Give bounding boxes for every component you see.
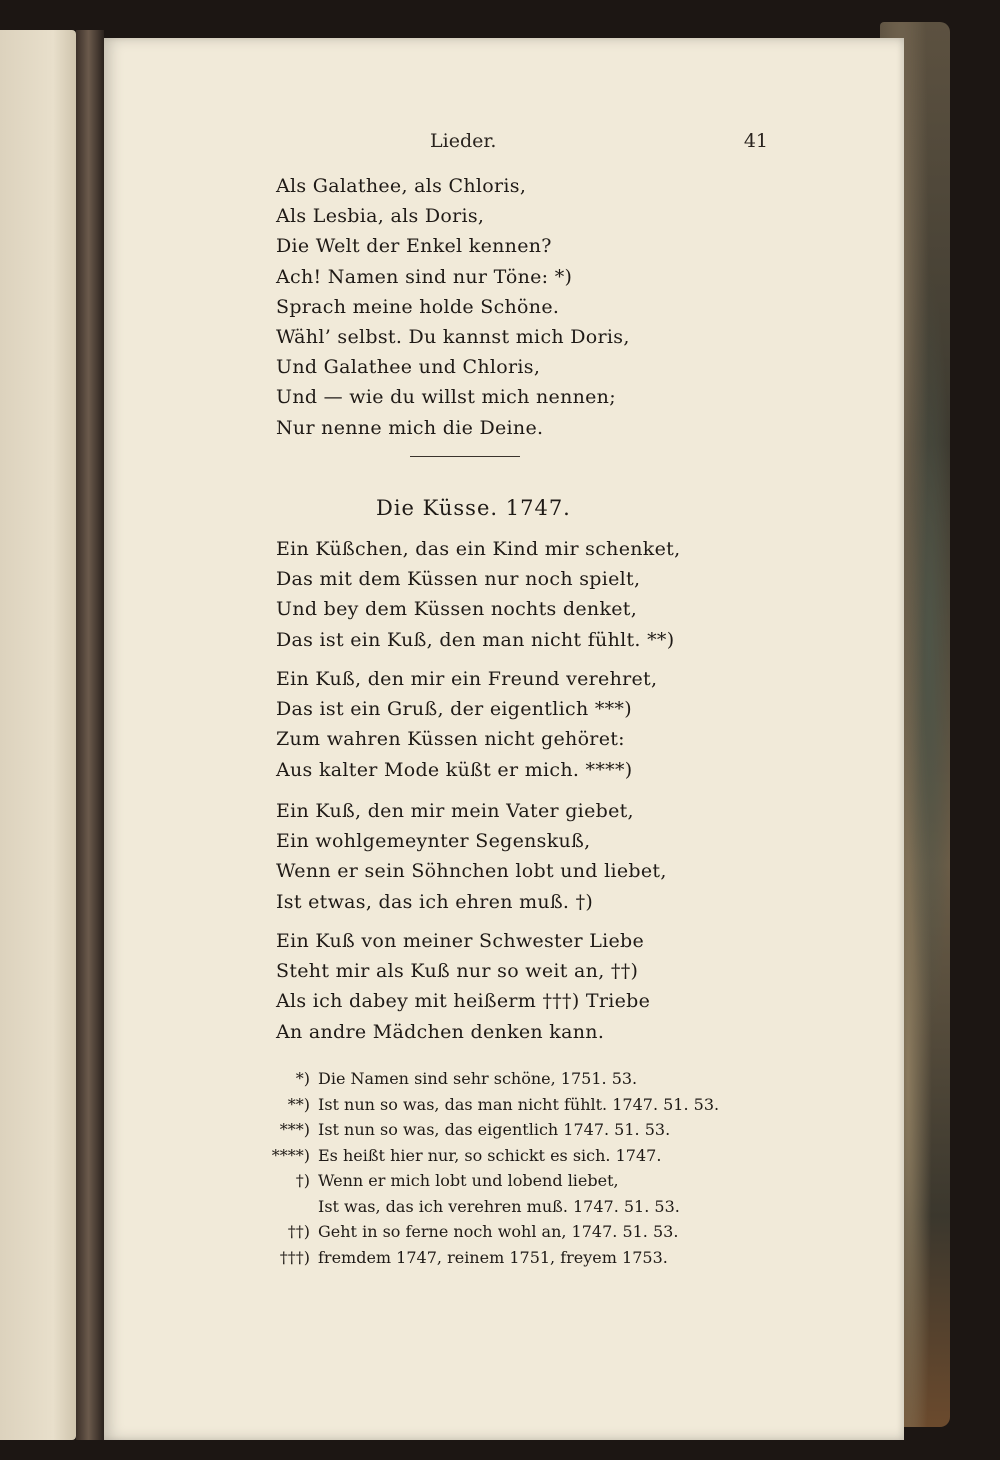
poem-stanza-2 [276, 664, 657, 785]
verse-line: Und Galathee und Chloris, [276, 356, 541, 379]
verse-line: Als ich dabey mit heißerm †††) Triebe [276, 990, 651, 1013]
footnote-text: Wenn er mich lobt und lobend liebet, [318, 1171, 619, 1190]
verse-line: Ein wohlgemeynter Segenskuß, [276, 830, 591, 853]
verse-line: Das mit dem Küssen nur noch spielt, [276, 568, 641, 591]
footnote-text: Geht in so ferne noch wohl an, 1747. 51. 53. [318, 1222, 679, 1241]
stanza-continued [276, 171, 630, 443]
page-number: 41 [743, 130, 768, 152]
facing-page-edge [0, 30, 76, 1440]
verse-line: Das ist ein Kuß, den man nicht fühlt. **) [276, 628, 675, 651]
footnote-text: Ist nun so was, das eigentlich 1747. 51. 53. [318, 1120, 671, 1139]
verse-line: Ein Kuß, den mir ein Freund verehret, [276, 668, 658, 690]
verse-line: Ein Küßchen, das ein Kind mir schenket, [276, 538, 681, 560]
book-page [104, 38, 904, 1440]
footnote [174, 1219, 774, 1245]
footnote-mark: †††) [279, 1247, 310, 1267]
footnote [174, 1143, 774, 1169]
verse-line: Als Lesbia, als Doris, [276, 205, 485, 228]
footnote-continuation [174, 1194, 774, 1220]
footnote-mark: †) [295, 1171, 310, 1190]
running-title: Lieder. [430, 130, 497, 152]
verse-line: Ein Kuß, den mir mein Vater giebet, [276, 800, 634, 822]
verse-line: Zum wahren Küssen nicht gehöret: [276, 728, 625, 751]
footnote-text: Es heißt hier nur, so schickt es sich. 1747. [318, 1145, 662, 1165]
page-header [104, 130, 904, 160]
section-divider [410, 456, 520, 457]
verse-line: Das ist ein Gruß, der eigentlich ***) [276, 698, 632, 721]
verse-line: Und — wie du willst mich nennen; [276, 386, 616, 409]
verse-line: Aus kalter Mode küßt er mich. ****) [276, 758, 633, 781]
footnote-text: fremdem 1747, reinem 1751, freyem 1753. [318, 1247, 668, 1267]
poem-stanza-4 [276, 926, 650, 1047]
footnote [174, 1245, 774, 1271]
poem-stanza-1 [276, 534, 680, 655]
verse-line: Wenn er sein Söhnchen lobt und liebet, [276, 860, 667, 883]
verse-line: An andre Mädchen denken kann. [276, 1020, 605, 1043]
footnote-mark: **) [287, 1094, 310, 1114]
book-gutter [76, 30, 104, 1440]
footnote [174, 1117, 774, 1143]
footnote-text: Die Namen sind sehr schöne, 1751. 53. [318, 1069, 638, 1088]
poem-title: Die Küsse. 1747. [376, 496, 571, 520]
verse-line: Sprach meine holde Schöne. [276, 295, 560, 318]
footnote [174, 1066, 774, 1092]
verse-line: Steht mir als Kuß nur so weit an, ††) [276, 960, 639, 983]
footnotes [174, 1066, 774, 1270]
footnote-text: Ist nun so was, das man nicht fühlt. 1747. 51. 53. [318, 1094, 720, 1114]
verse-line: Als Galathee, als Chloris, [276, 175, 527, 197]
footnote-mark: ****) [271, 1145, 310, 1165]
verse-line: Ist etwas, das ich ehren muß. †) [276, 890, 594, 913]
verse-line: Nur nenne mich die Deine. [276, 416, 544, 439]
verse-line: Die Welt der Enkel kennen? [276, 235, 552, 258]
verse-line: Und bey dem Küssen nochts denket, [276, 598, 638, 621]
footnote [174, 1168, 774, 1194]
footnote-mark: ***) [279, 1120, 310, 1139]
poem-stanza-3 [276, 796, 667, 917]
footnote-mark: *) [295, 1069, 310, 1088]
footnote-text: Ist was, das ich verehren muß. 1747. 51. 53. [318, 1196, 680, 1216]
footnote [174, 1092, 774, 1118]
verse-line: Ach! Namen sind nur Töne: *) [276, 265, 573, 288]
footnote-mark: ††) [287, 1222, 310, 1241]
verse-line: Ein Kuß von meiner Schwester Liebe [276, 930, 645, 952]
verse-line: Wähl’ selbst. Du kannst mich Doris, [276, 326, 630, 349]
